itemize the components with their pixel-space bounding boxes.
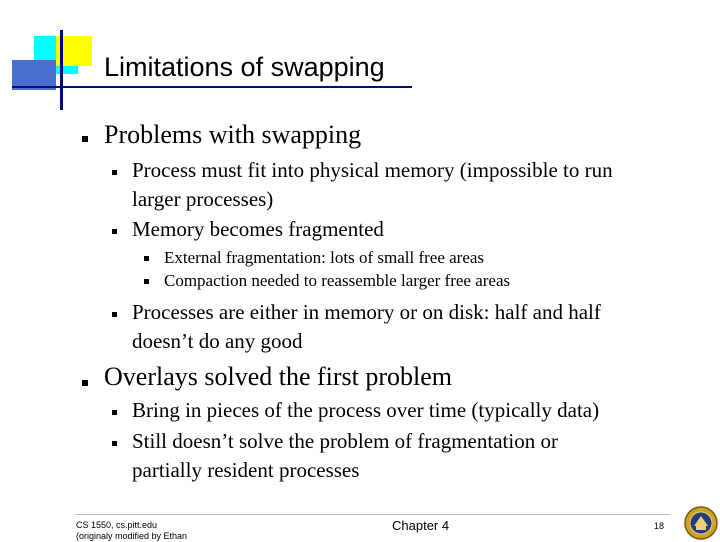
page-number: 18 (654, 521, 665, 531)
bullet-external-fragmentation: External fragmentation: lots of small free areas (164, 248, 485, 267)
bullet-marker (112, 170, 117, 175)
bullet-overlays: Overlays solved the first problem (104, 362, 453, 391)
footer-course-info (76, 520, 187, 542)
bullet-process-fit-line1: Process must fit into physical memory (impossible to run (132, 158, 613, 182)
bullet-fragmented: Memory becomes fragmented (132, 217, 384, 241)
bullet-marker (144, 279, 149, 284)
bullet-still-doesnt-solve-line2: partially resident processes (132, 458, 360, 482)
bullet-marker (82, 380, 88, 386)
bullet-marker (112, 441, 117, 446)
footer-course-line2: (originaly modified by Ethan (76, 531, 188, 541)
footer-divider (76, 514, 670, 515)
slide-title: Limitations of swapping (104, 52, 385, 82)
university-seal-icon (684, 506, 718, 540)
bullet-memory-or-disk-line2: doesn’t do any good (132, 329, 303, 353)
bullet-compaction: Compaction needed to reassemble larger free areas (164, 271, 511, 290)
bullet-problems: Problems with swapping (104, 120, 362, 149)
bullet-marker (82, 136, 88, 142)
footer-chapter: Chapter 4 (392, 518, 450, 533)
bullet-bring-in-pieces: Bring in pieces of the process over time (typically data) (132, 398, 600, 422)
bullet-marker (144, 256, 149, 261)
footer-course-line1: CS 1550, cs.pitt.edu (76, 520, 158, 530)
bullet-marker (112, 229, 117, 234)
bullet-memory-or-disk-line1: Processes are either in memory or on disk: half and half (132, 300, 601, 324)
bullet-still-doesnt-solve-line1: Still doesn’t solve the problem of fragmentation or (132, 429, 558, 453)
bullet-marker (112, 312, 117, 317)
bullet-marker (112, 410, 117, 415)
bullet-process-fit-line2: larger processes) (132, 187, 274, 211)
